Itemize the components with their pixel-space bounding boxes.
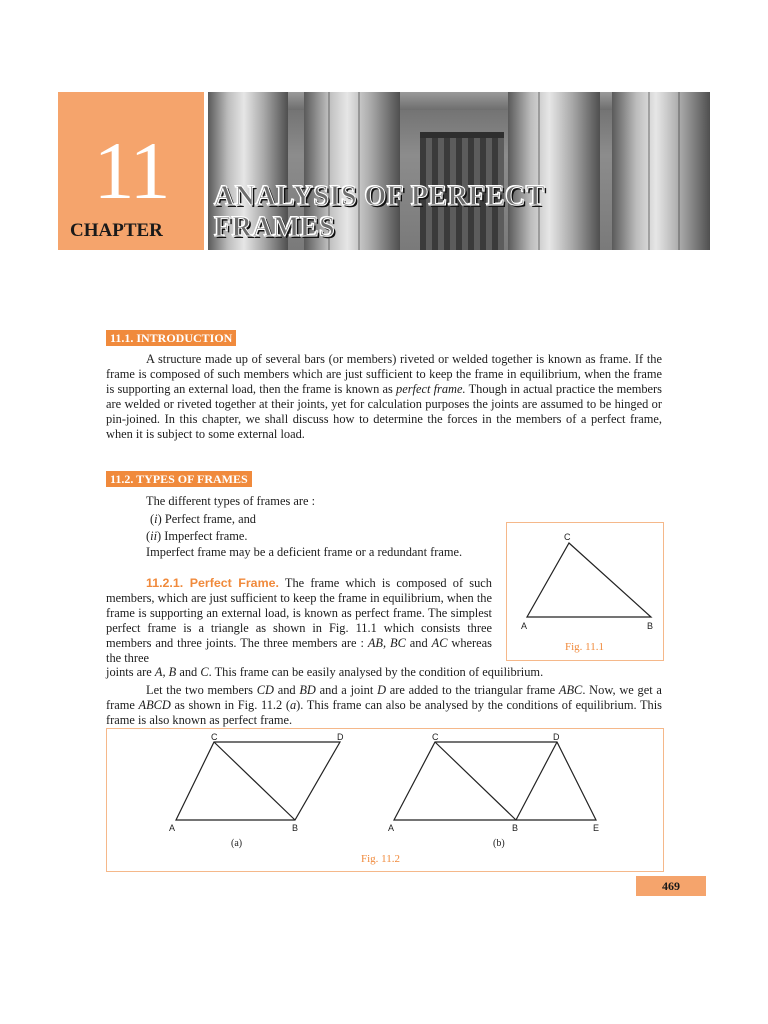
imperfect-paragraph: Imperfect frame may be a deficient frame or a redundant frame. <box>146 545 463 559</box>
figure-11-2 <box>106 728 664 872</box>
member-cd: CD <box>256 683 274 697</box>
label-b-d: D <box>553 732 560 742</box>
intro-italic-term: perfect frame. <box>396 382 466 396</box>
para2-text-a: Let the two members <box>146 683 253 697</box>
para2-text-f: ). This frame can also be analysed by the conditions of equilibrium. This frame is also known as perfect frame. <box>106 698 663 727</box>
member-ac: AC <box>431 636 448 650</box>
figure-11-2-caption: Fig. 11.2 <box>361 853 401 865</box>
frame-abcd-paragraph <box>106 683 662 728</box>
member-cb-b <box>435 742 516 820</box>
frame-abcde-diagram <box>388 732 599 849</box>
perfect-frame-paragraph <box>106 576 492 666</box>
label-a-d: D <box>337 732 344 742</box>
parallelogram-abcd <box>176 742 340 820</box>
types-item-1 <box>150 512 490 527</box>
sub-a-ref: a <box>289 698 297 712</box>
frame-abcd: ABCD <box>138 698 171 712</box>
label-a-c: C <box>211 732 218 742</box>
label-b-c: C <box>432 732 439 742</box>
chapter-title-line1: ANALYSIS OF PERFECT <box>214 181 546 212</box>
para2-text-b: and a joint <box>319 683 374 697</box>
trapezoid-abcde <box>394 742 596 820</box>
label-c: C <box>564 532 571 542</box>
chapter-title-line2: FRAMES <box>214 212 336 243</box>
joint-d: D <box>377 683 387 697</box>
intro-paragraph <box>106 352 662 442</box>
label-a-a: A <box>169 823 176 833</box>
label-b-a: A <box>388 823 395 833</box>
item-2-number: (ii) <box>146 529 162 543</box>
label-b-b: B <box>512 823 519 833</box>
chapter-label: CHAPTER <box>70 220 163 241</box>
chapter-number: 11 <box>93 125 169 216</box>
member-bd: BD <box>299 683 316 697</box>
joint-c: C <box>200 665 209 679</box>
chapter-number-box <box>58 92 204 250</box>
frame-abcd-diagram <box>169 732 344 849</box>
joints-line <box>106 665 662 680</box>
types-lead: The different types of frames are : <box>146 494 316 508</box>
and-text-3: and <box>277 683 296 697</box>
and-text: and <box>409 636 428 650</box>
label-a: A <box>521 621 528 631</box>
para2-text-c: are added to the triangular frame <box>389 683 556 697</box>
sub-label-a: (a) <box>231 838 243 849</box>
page-number: 469 <box>662 879 680 893</box>
page-number-box <box>636 876 706 896</box>
para2-text-d: . Now, we get a frame <box>106 683 662 712</box>
whereas-text: whereas the three <box>106 636 492 665</box>
and-text-2: and <box>179 665 198 679</box>
joints-rest-text: . This frame can be easily analysed by the condition of equilibrium. <box>208 665 544 679</box>
triangle-abc <box>527 543 651 617</box>
sub-label-b: (b) <box>493 838 505 849</box>
label-b-e: E <box>593 823 600 833</box>
perfect-frame-text: The frame which is composed of such members, which are just sufficient to keep the frame in equilibrium, when the frame is supporting an external load, is known as perfect frame. The simplest perfect frame is a triangle as shown in Fig. 11.1 which consists three members and three joints. The three members are : <box>106 576 492 650</box>
item-2-text: Imperfect frame. <box>164 529 248 543</box>
joints-a-b: A, B <box>154 665 177 679</box>
figure-11-1-caption: Fig. 11.1 <box>565 641 605 653</box>
intro-text: A structure made up of several bars (or members) riveted or welded together is known as frame. If the frame is composed of such members which are just sufficient to keep the frame in equilibrium, when the frame is supporting an external load, then the frame is known as <box>106 352 662 396</box>
chapter-title <box>214 181 644 243</box>
label-b: B <box>647 621 654 631</box>
types-item-2 <box>146 529 486 544</box>
item-1-text: Perfect frame, and <box>164 512 257 526</box>
section-heading-types: 11.2. TYPES OF FRAMES <box>106 471 252 487</box>
figure-11-1 <box>506 522 664 661</box>
member-cb <box>214 742 295 820</box>
para2-text-e: as shown in Fig. 11.2 ( <box>174 698 290 712</box>
frame-abc: ABC <box>558 683 583 697</box>
joints-are-text: joints are <box>106 665 152 679</box>
figure-11-1-diagram <box>507 523 663 660</box>
intro-text-rest: Though in actual practice the members are welded or riveted together at their joints, yet for calculation purposes the joints are assumed to be hinged or pin-joined. In this chapter, we shall discuss how to determine the forces in the members of a perfect frame, when it is subject to some external load. <box>106 382 662 441</box>
perfect-frame-subheading: 11.2.1. Perfect Frame. <box>146 576 279 590</box>
item-1-number: (i) <box>150 512 162 526</box>
member-bd-b <box>516 742 557 820</box>
members-ab-bc: AB, BC <box>367 636 406 650</box>
figure-11-2-diagram <box>107 729 663 871</box>
label-a-b: B <box>292 823 299 833</box>
section-heading-introduction: 11.1. INTRODUCTION <box>106 330 236 346</box>
